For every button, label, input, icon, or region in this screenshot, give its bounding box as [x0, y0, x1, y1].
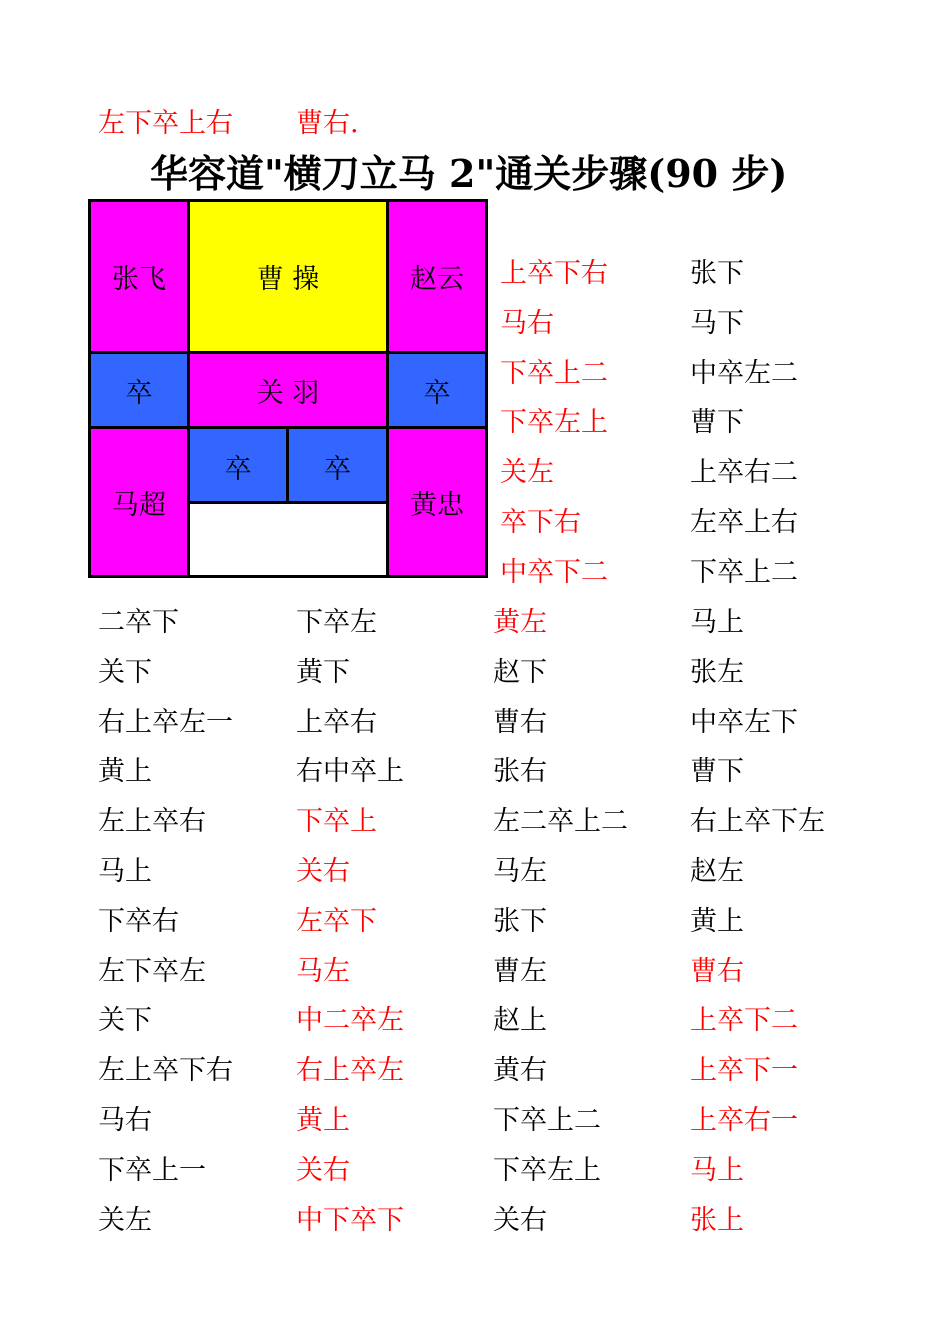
grid-col2-move-5: 下卒上: [296, 806, 377, 838]
side-col3-move-2: 马右: [500, 307, 554, 339]
side-col3-move-7: 中卒下二: [500, 556, 608, 588]
side-col3-move-6: 卒下右: [500, 507, 581, 538]
grid-col2-move-7: 左卒下: [296, 905, 377, 937]
grid-col4-move-7: 黄上: [690, 905, 744, 937]
grid-col4-move-11: 上卒右一: [690, 1105, 798, 1136]
grid-col2-move-12: 关右: [296, 1154, 350, 1186]
side-col4-move-2: 马下: [690, 307, 744, 339]
grid-col4-move-6: 赵左: [690, 856, 744, 887]
grid-col2-move-10: 右上卒左: [296, 1055, 404, 1087]
side-col3-move-5: 关左: [500, 457, 554, 489]
grid-col1-move-11: 马右: [98, 1105, 152, 1136]
grid-col4-move-13: 张上: [690, 1204, 744, 1236]
empty-space: [187, 501, 389, 578]
piece-soldier-left: 卒: [88, 351, 190, 429]
grid-col4-move-8: 曹右: [690, 955, 744, 987]
page-title: 华容道"横刀立马 2"通关步骤(90 步): [150, 151, 788, 196]
grid-col2-move-13: 中下卒下: [296, 1204, 404, 1236]
grid-col2-move-8: 马左: [296, 955, 350, 987]
grid-col3-move-9: 赵上: [493, 1005, 547, 1037]
grid-col4-move-12: 马上: [690, 1154, 744, 1186]
grid-col3-move-11: 下卒上二: [493, 1105, 601, 1136]
grid-col1-move-6: 马上: [98, 856, 152, 887]
piece-soldier-bottom-right: 卒: [286, 426, 389, 504]
grid-col3-move-2: 赵下: [493, 656, 547, 688]
side-col3-move-3: 下卒上二: [500, 357, 608, 389]
piece-caocao: 曹 操: [187, 199, 389, 354]
grid-col1-move-10: 左上卒下右: [98, 1055, 233, 1087]
grid-col2-move-6: 关右: [296, 856, 350, 887]
grid-col4-move-9: 上卒下二: [690, 1005, 798, 1037]
grid-col2-move-1: 下卒左: [296, 607, 377, 638]
grid-col3-move-8: 曹左: [493, 955, 547, 987]
grid-col1-move-1: 二卒下: [98, 607, 179, 638]
grid-col3-move-6: 马左: [493, 856, 547, 887]
side-col4-move-1: 张下: [690, 258, 744, 289]
top-move-1: 左下卒上右: [98, 108, 233, 139]
grid-col1-move-3: 右上卒左一: [98, 706, 233, 738]
grid-col1-move-13: 关左: [98, 1204, 152, 1236]
grid-col3-move-13: 关右: [493, 1204, 547, 1236]
grid-col3-move-5: 左二卒上二: [493, 806, 628, 838]
piece-soldier-bottom-left: 卒: [187, 426, 289, 504]
puzzle-board: [88, 199, 488, 578]
grid-col4-move-5: 右上卒下左: [690, 806, 825, 838]
grid-col2-move-3: 上卒右: [296, 706, 377, 738]
grid-col2-move-4: 右中卒上: [296, 756, 404, 788]
grid-col3-move-12: 下卒左上: [493, 1154, 601, 1186]
grid-col3-move-10: 黄右: [493, 1055, 547, 1087]
side-col4-move-4: 曹下: [690, 407, 744, 439]
piece-soldier-right: 卒: [386, 351, 488, 429]
grid-col3-move-4: 张右: [493, 756, 547, 788]
piece-huangzhong: 黄忠: [386, 426, 488, 578]
grid-col1-move-4: 黄上: [98, 756, 152, 788]
side-col3-move-1: 上卒下右: [500, 258, 608, 289]
side-col4-move-3: 中卒左二: [690, 357, 798, 389]
side-col4-move-7: 下卒上二: [690, 556, 798, 588]
side-col3-move-4: 下卒左上: [500, 407, 608, 439]
grid-col2-move-11: 黄上: [296, 1105, 350, 1136]
grid-col4-move-3: 中卒左下: [690, 706, 798, 738]
grid-col1-move-5: 左上卒右: [98, 806, 206, 838]
side-col4-move-5: 上卒右二: [690, 457, 798, 489]
piece-zhangfei: 张飞: [88, 199, 190, 354]
grid-col1-move-9: 关下: [98, 1005, 152, 1037]
piece-zhaoyun: 赵云: [386, 199, 488, 354]
grid-col1-move-8: 左下卒左: [98, 955, 206, 987]
grid-col3-move-1: 黄左: [493, 607, 547, 638]
grid-col1-move-12: 下卒上一: [98, 1154, 206, 1186]
grid-col4-move-2: 张左: [690, 656, 744, 688]
grid-col1-move-2: 关下: [98, 656, 152, 688]
piece-machao: 马超: [88, 426, 190, 578]
grid-col3-move-3: 曹右: [493, 706, 547, 738]
piece-guanyu: 关 羽: [187, 351, 389, 429]
grid-col2-move-2: 黄下: [296, 656, 350, 688]
grid-col2-move-9: 中二卒左: [296, 1005, 404, 1037]
side-col4-move-6: 左卒上右: [690, 507, 798, 538]
top-move-2: 曹右.: [296, 108, 359, 139]
grid-col4-move-1: 马上: [690, 607, 744, 638]
grid-col3-move-7: 张下: [493, 905, 547, 937]
grid-col1-move-7: 下卒右: [98, 905, 179, 937]
grid-col4-move-10: 上卒下一: [690, 1055, 798, 1087]
grid-col4-move-4: 曹下: [690, 756, 744, 788]
